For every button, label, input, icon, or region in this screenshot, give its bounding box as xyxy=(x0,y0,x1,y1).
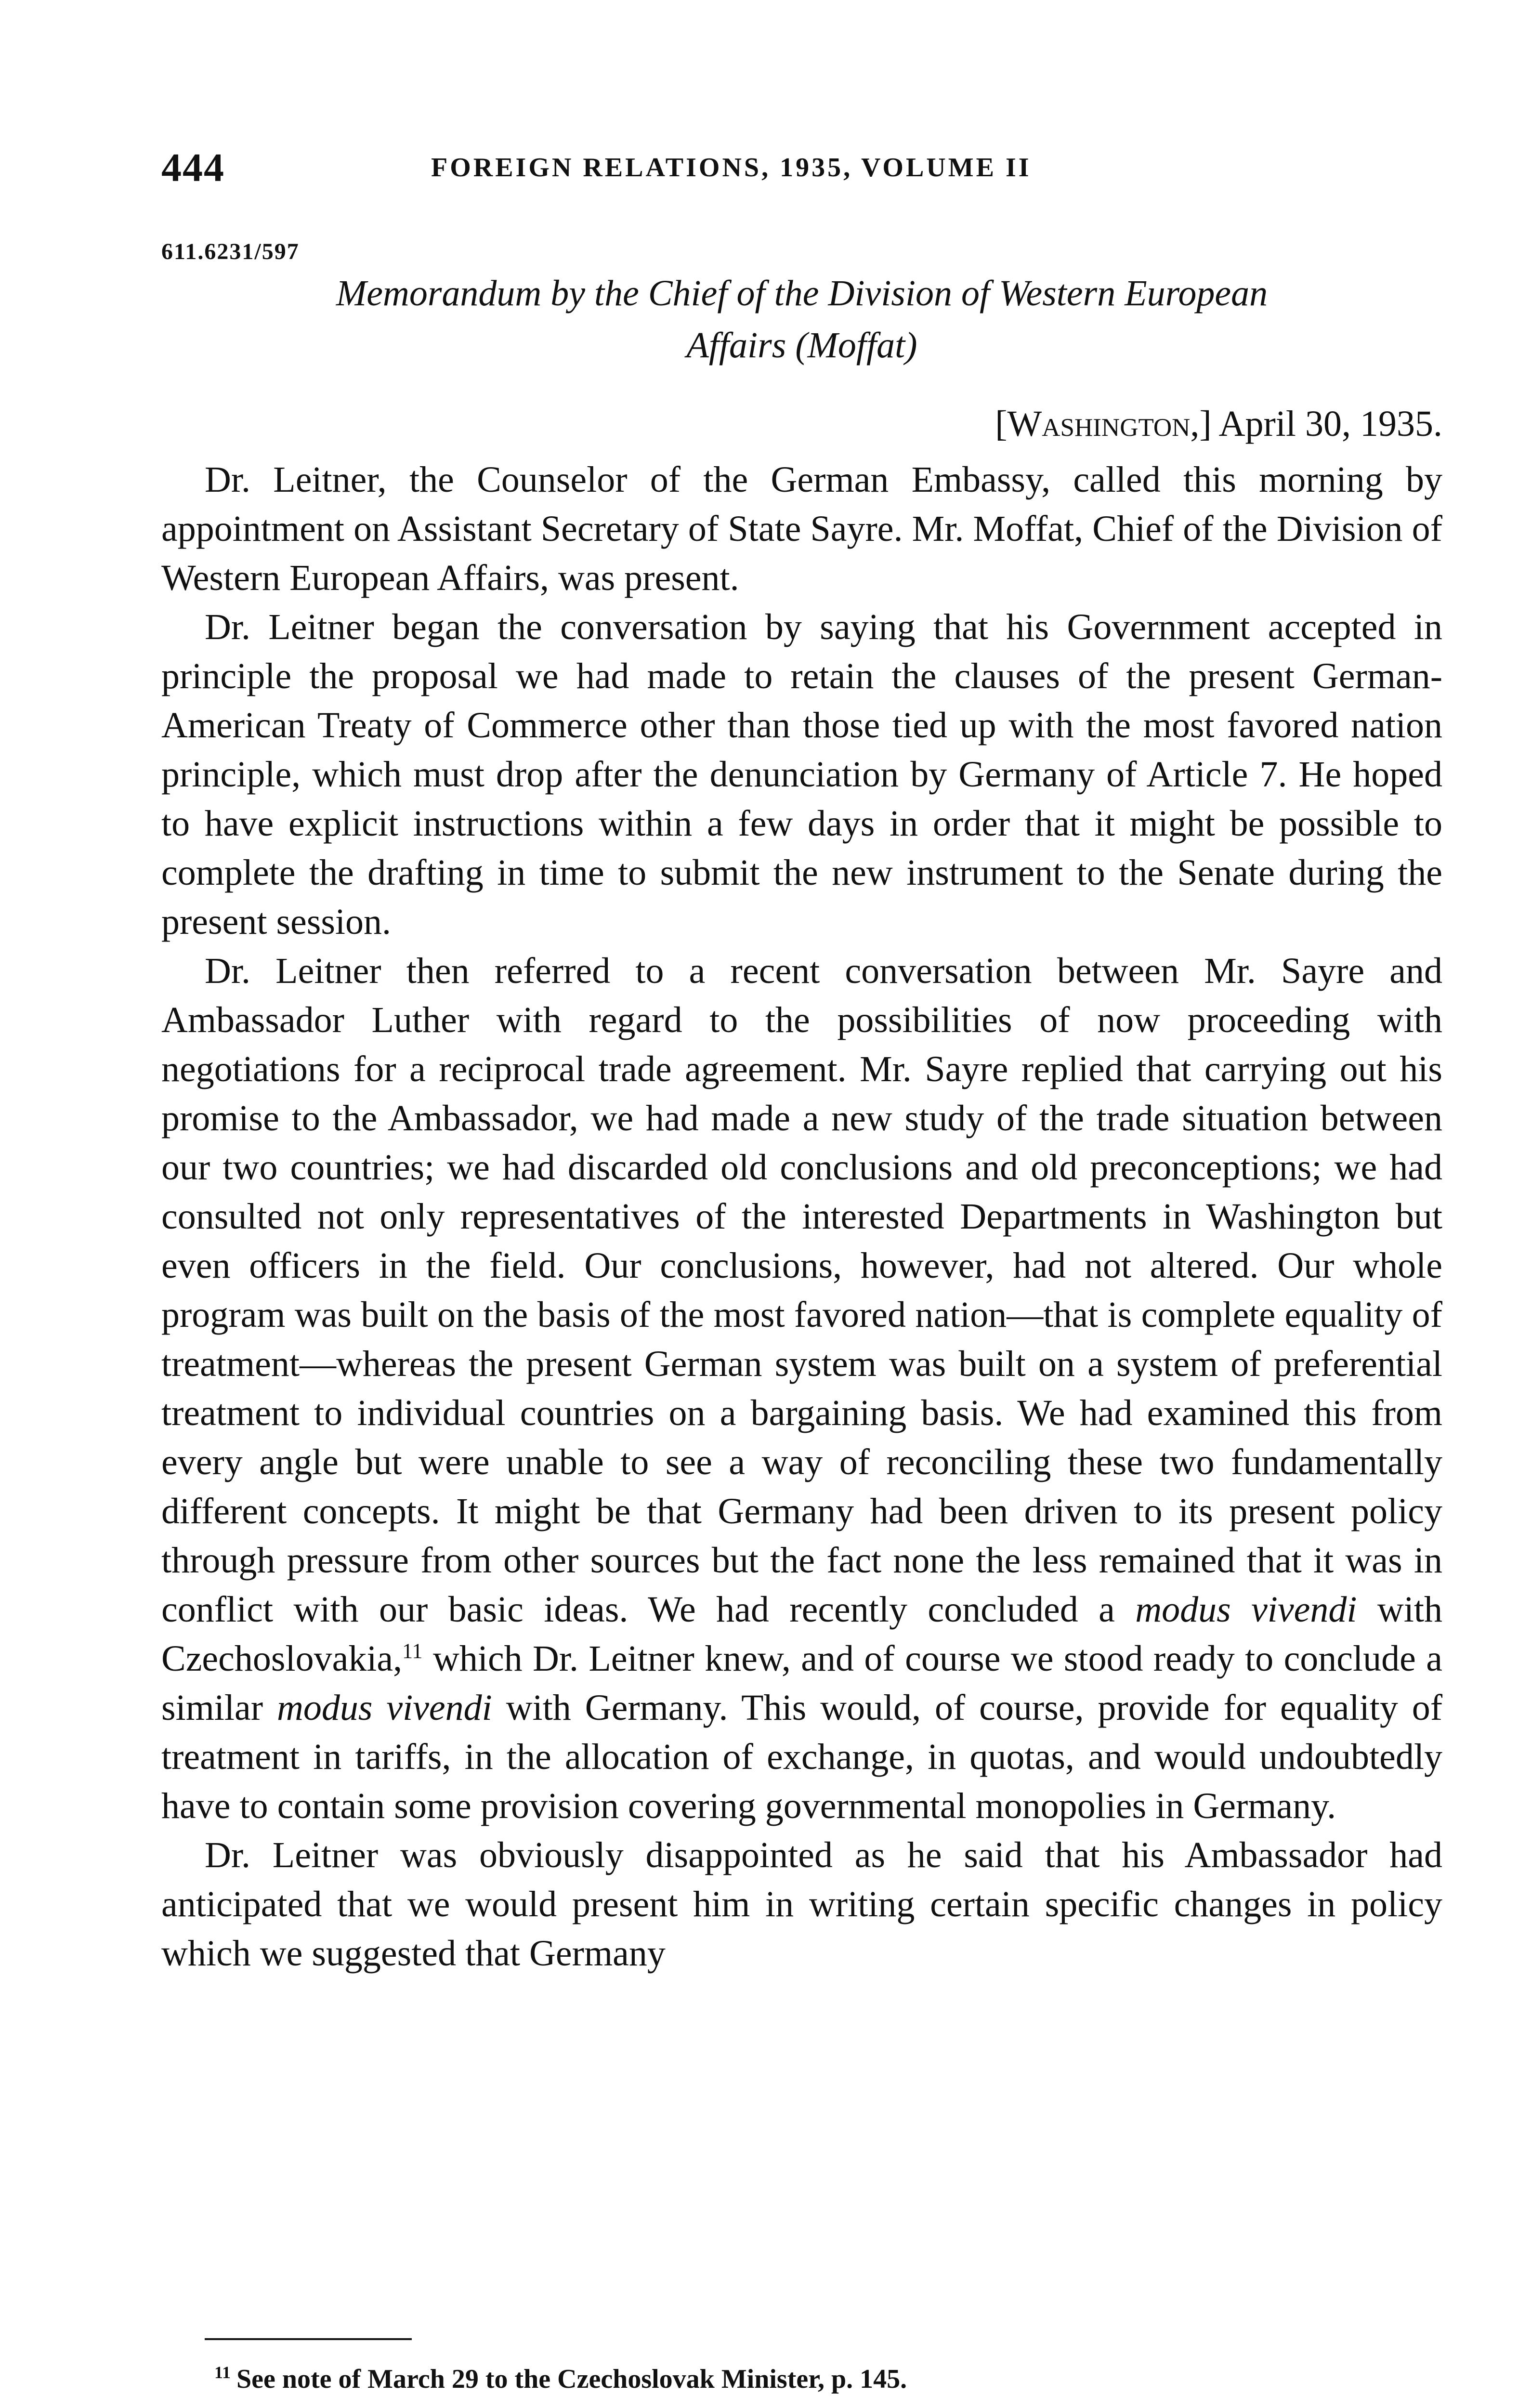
footnote-text: See note of March 29 to the Czechoslovak Minister, p. 145. xyxy=(236,2364,907,2394)
running-head: FOREIGN RELATIONS, 1935, VOLUME II xyxy=(431,153,1032,183)
page-header xyxy=(161,144,1442,202)
dateline xyxy=(161,400,1442,448)
title-line-1: Memorandum by the Chief of the Division of Western European xyxy=(336,273,1268,314)
paragraph-2: Dr. Leitner began the conversation by saying that his Government accepted in principle the proposal we had made to retain the clauses of the present German-American Treaty of Commerce other than those tied up with the most favored nation principle, which must drop after the denunciation by Germany of Article 7. He hoped to have explicit instructions within a few days in order that it might be possible to complete the drafting in time to submit the new instrument to the Senate during the present session. xyxy=(161,607,1442,942)
footnote-mark: 11 xyxy=(214,2363,231,2382)
title-line-2: Affairs (Moffat) xyxy=(686,325,917,366)
file-number: 611.6231/597 xyxy=(161,239,300,264)
paragraph-3-text-c: which Dr. Leitner knew, and of course we stood ready to conclude a similar xyxy=(161,1638,1442,1728)
paragraph-3 xyxy=(161,946,1442,1831)
italic-modus-vivendi-2: modus vivendi xyxy=(276,1688,492,1728)
paragraph-1: Dr. Leitner, the Counselor of the German Embassy, called this morning by appointment on Assistant Secretary of State Sayre. Mr. Moffat, Chief of the Division of Western European Affairs, was present. xyxy=(161,459,1442,598)
paragraph-3-text-b: with Czechoslovakia, xyxy=(161,1589,1443,1679)
paragraph-3-text-a: Dr. Leitner then referred to a recent conversation between Mr. Sayre and Ambassador Luther with regard to the possibilities of now proceeding with negotiations for a reciprocal trade agreement. Mr. Sayre replied that carrying out his promise to the Ambassador, we had made a new study of the trade situation between our two countries; we had discarded old conclusions and old preconceptions; we had consulted not only representatives of the interested Departments in Washington but even officers in the field. Our conclusions, however, had not altered. Our whole program was built on the basis of the most favored nation—that is complete equality of treatment—whereas the present German system was built on a system of preferential treatment to individual countries on a bargaining basis. We had examined this from every angle but were unable to see a way of reconciling these two fundamentally different concepts. It might be that Germany had been driven to its present policy through pressure from other sources but the fact none the less remained that it was in conflict with our basic ideas. We had recently concluded a xyxy=(161,951,1442,1630)
footnote-divider xyxy=(205,2338,412,2340)
page-number: 444 xyxy=(161,145,225,190)
footnote-reference: 11 xyxy=(402,1639,423,1663)
footnote xyxy=(214,2360,1418,2398)
paragraph-4: Dr. Leitner was obviously disappointed as he said that his Ambassador had anticipated that we would present him in writing certain specific changes in policy which we suggested that Germany xyxy=(161,1835,1442,1974)
memorandum-title xyxy=(161,267,1442,371)
dateline-place: [Washington,] xyxy=(995,404,1212,444)
memorandum-body xyxy=(161,455,1442,1978)
dateline-date: April 30, 1935. xyxy=(1218,404,1442,444)
paragraph-3-text-d: with Germany. This would, of course, provide for equality of treatment in tariffs, in the allocation of exchange, in quotas, and would undoubtedly have to contain some provision covering governmental monopolies in Germany. xyxy=(161,1688,1443,1826)
italic-modus-vivendi-1: modus vivendi xyxy=(1135,1589,1357,1630)
